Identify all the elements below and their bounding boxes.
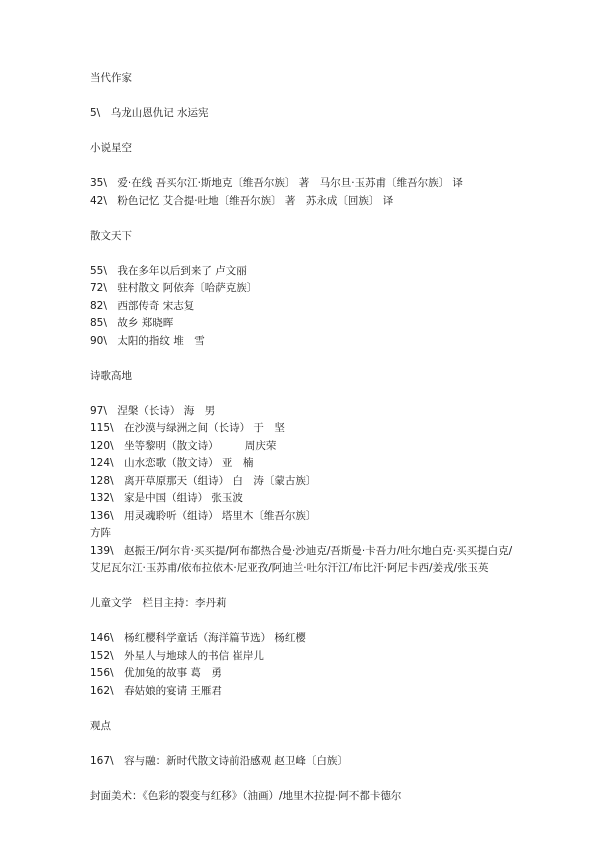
list-item: 55\ 我在多年以后到来了 卢文丽 bbox=[90, 264, 247, 277]
list-item: 120\ 坐等黎明（散文诗） 周庆荣 bbox=[90, 439, 277, 452]
list-item: 162\ 春姑娘的宴请 王雁君 bbox=[90, 684, 222, 697]
list-item: 5\ 乌龙山恩仇记 水运宪 bbox=[90, 107, 209, 119]
list-item: 90\ 太阳的指纹 堆 雪 bbox=[90, 334, 205, 347]
list-item: 152\ 外星人与地球人的书信 崔岸儿 bbox=[90, 649, 264, 662]
list-item: 72\ 驻村散文 阿依奔〔哈萨克族〕 bbox=[90, 282, 258, 294]
list-item: 35\ 爱·在线 吾买尔江·斯地克〔维吾尔族〕 著 马尔旦·玉苏甫〔维吾尔族〕 译 bbox=[90, 177, 463, 189]
section-title-contemporary-writers: 当代作家 bbox=[90, 72, 132, 84]
list-item: 128\ 离开草原那天（组诗） 白 涛〔蒙古族〕 bbox=[90, 474, 317, 487]
section-title-children-literature: 儿童文学 栏目主持：李丹莉 bbox=[90, 597, 227, 609]
list-item: 124\ 山水恋歌（散文诗） 亚 楠 bbox=[90, 457, 254, 469]
list-item: 136\ 用灵魂聆听（组诗） 塔里木〔维吾尔族〕 bbox=[90, 509, 317, 522]
section-title-prose: 散文天下 bbox=[90, 229, 132, 242]
list-item: 132\ 家是中国（组诗） 张玉波 bbox=[90, 492, 243, 504]
list-item-long: 139\ 赵振王/阿尔肯·买买提/阿布都热合曼·沙迪克/吾斯曼·卡吾力/吐尔地白克·买买提白克/艾尼瓦尔江·玉苏甫/依布拉依木·尼亚孜/阿迪兰·吐尔汗江/布比汗·阿尼卡西/姜戎/张玉英 bbox=[90, 544, 513, 574]
list-item: 167\ 容与融：新时代散文诗前沿感观 赵卫峰〔白族〕 bbox=[90, 754, 348, 767]
list-item: 146\ 杨红樱科学童话（海洋篇节选） 杨红樱 bbox=[90, 632, 306, 644]
section-title-fiction: 小说星空 bbox=[90, 142, 132, 154]
cover-art-credit: 封面美术：《色彩的裂变与红移》（油画）/地里木拉提·阿不都卡德尔 bbox=[90, 789, 402, 802]
section-title-poetry: 诗歌高地 bbox=[90, 369, 132, 382]
list-item: 42\ 粉色记忆 艾合提·吐地〔维吾尔族〕 著 苏永成〔回族〕 译 bbox=[90, 194, 394, 207]
list-item: 97\ 涅槃（长诗） 海 男 bbox=[90, 404, 216, 417]
list-item: 156\ 优加兔的故事 葛 勇 bbox=[90, 667, 222, 679]
section-title-viewpoint: 观点 bbox=[90, 719, 111, 732]
list-item: 115\ 在沙漠与绿洲之间（长诗） 于 坚 bbox=[90, 422, 285, 434]
list-item: 82\ 西部传奇 宋志复 bbox=[90, 299, 195, 312]
subsection-title-phalanx: 方阵 bbox=[90, 527, 111, 539]
list-item: 85\ 故乡 郑晓晖 bbox=[90, 317, 174, 329]
